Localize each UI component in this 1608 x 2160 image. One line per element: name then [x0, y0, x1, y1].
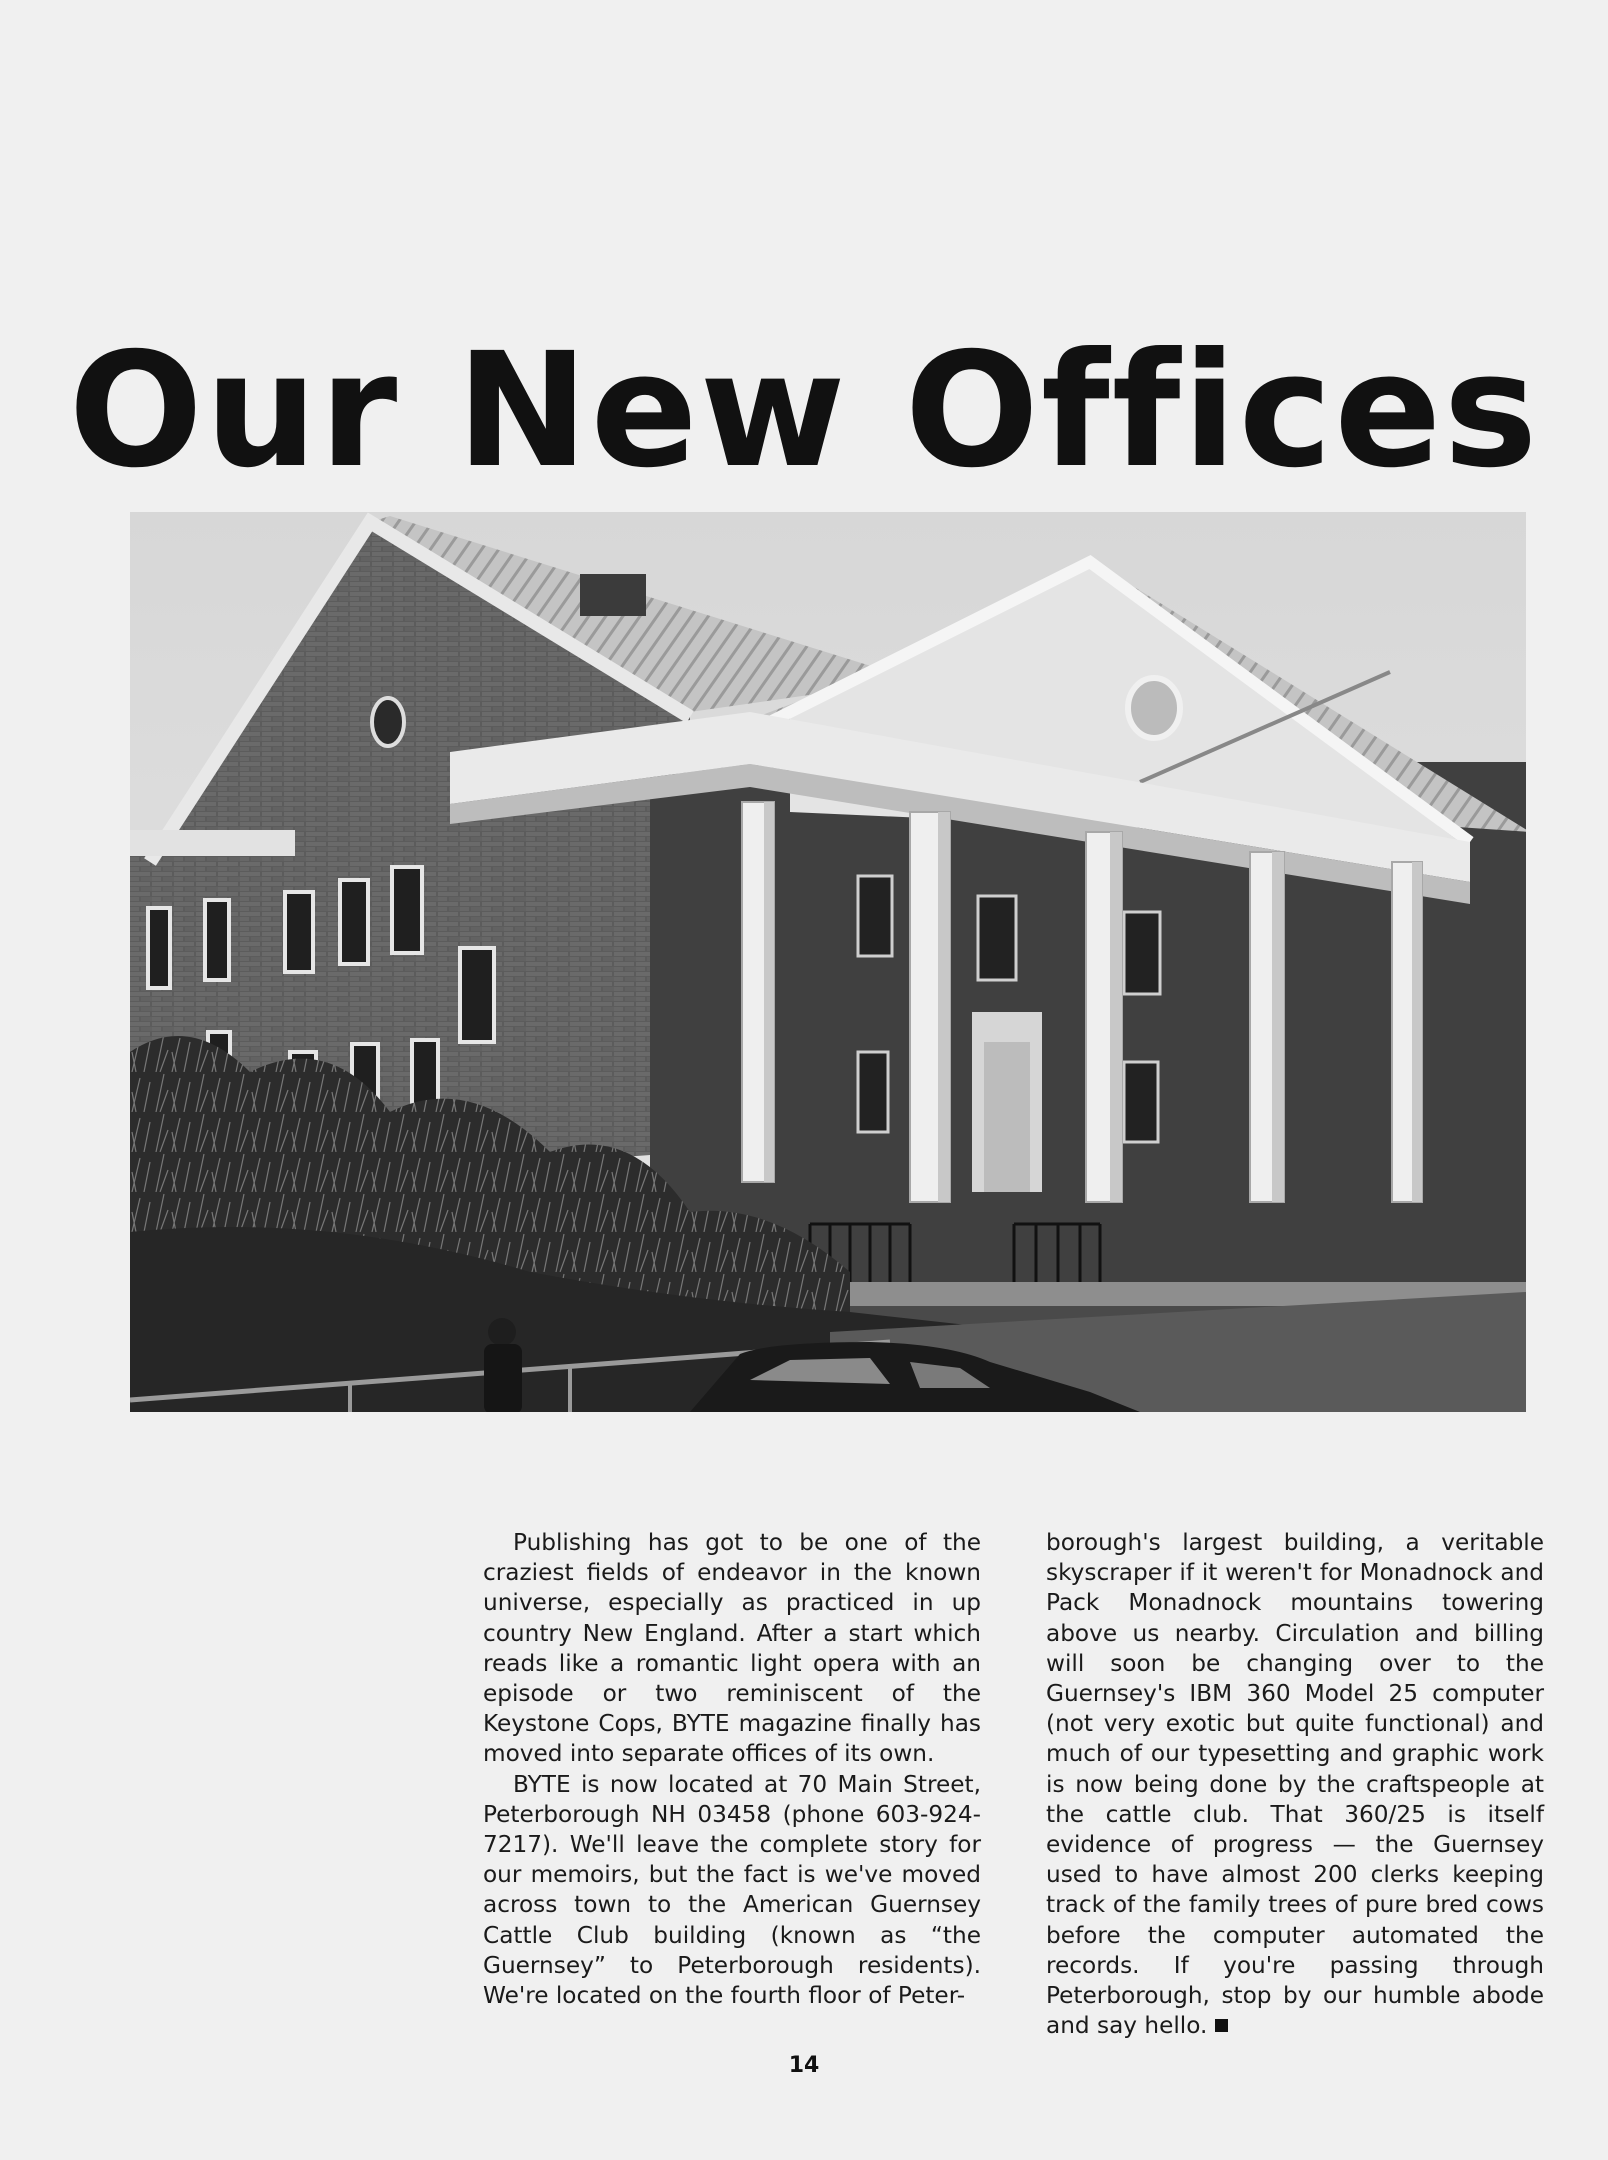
article-paragraph-2: BYTE is now located at 70 Main Street, Peterborough NH 03458 (phone 603-924-7217). We'll leave the complete story for our memoirs, but the fact is we've moved across town to the American Guernsey Cattle Club building (known as “the Guernsey” to Peterborough residents). We're located on the fourth floor of Peter- [483, 1770, 981, 2010]
article-paragraph-3: borough's largest building, a veritable skyscraper if it weren't for Monadnock and Pack Monadnock mountains towering above us nearby. Circulation and billing will soon be changing over to the Guernsey's IBM 360 Model 25 computer (not very exotic but quite functional) and much of our typesetting and graphic work is now being done by the craftspeople at the cattle club. That 360/25 is itself evidence of progress — the Guernsey used to have almost 200 clerks keeping track of the family trees of pure bred cows before the computer automated the records. If you're passing through Peterborough, stop by our humble abode and say hello. [1046, 1529, 1544, 2040]
article-paragraph-1: Publishing has got to be one of the craziest fields of endeavor in the known universe, especially as practiced in up country New England. After a start which reads like a romantic light opera with an episode or two reminiscent of the Keystone Cops, BYTE magazine finally has moved into separate offices of its own. [483, 1529, 981, 1768]
article-column-right [1046, 1528, 1544, 2041]
article-title: Our New Offices [68, 318, 1540, 503]
end-of-article-mark [1215, 2019, 1228, 2032]
article-column-left [483, 1528, 981, 2011]
page-number: 14 [788, 2053, 820, 2078]
article-paragraph-3-wrapper [1046, 1528, 1544, 2041]
building-photo [130, 512, 1526, 1412]
